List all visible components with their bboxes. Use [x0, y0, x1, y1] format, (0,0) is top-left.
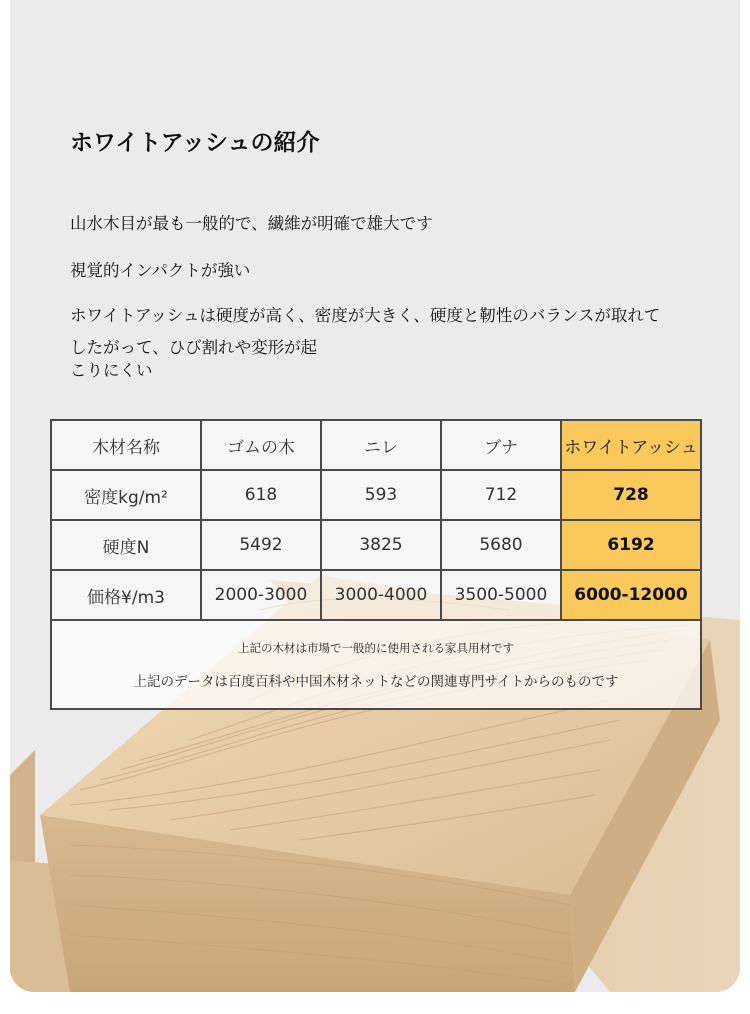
header-elm: ニレ	[321, 420, 441, 470]
row-label-price: 価格¥/m3	[51, 570, 201, 620]
header-rubberwood: ゴムの木	[201, 420, 321, 470]
cell-value: 593	[321, 470, 441, 520]
cell-value-highlight: 6192	[561, 520, 701, 570]
table-row	[51, 520, 701, 570]
cell-value: 618	[201, 470, 321, 520]
intro-line-3: ホワイトアッシュは硬度が高く、密度が大きく、硬度と靭性のバランスが取れて	[70, 306, 661, 325]
table-note-row	[51, 620, 701, 709]
header-wood-name: 木材名称	[51, 420, 201, 470]
wood-comparison-table	[50, 419, 702, 710]
cell-value-highlight: 728	[561, 470, 701, 520]
intro-line-4a: したがって、ひび割れや変形が起	[70, 338, 318, 357]
cell-value: 5680	[441, 520, 561, 570]
intro-line-4b: こりにくい	[70, 361, 153, 380]
table-row	[51, 570, 701, 620]
row-label-hardness: 硬度N	[51, 520, 201, 570]
cell-value: 5492	[201, 520, 321, 570]
note-line-1: 上記の木材は市場で一般的に使用される家具用材です	[238, 640, 514, 655]
cell-value: 712	[441, 470, 561, 520]
page-title: ホワイトアッシュの紹介	[70, 130, 320, 156]
table-header-row	[51, 420, 701, 470]
row-label-density: 密度kg/m²	[51, 470, 201, 520]
product-card	[10, 0, 740, 992]
header-beech: ブナ	[441, 420, 561, 470]
cell-value: 3500-5000	[441, 570, 561, 620]
table-row	[51, 470, 701, 520]
table-note	[51, 620, 701, 709]
intro-line-4	[70, 336, 317, 382]
cell-value-highlight: 6000-12000	[561, 570, 701, 620]
cell-value: 2000-3000	[201, 570, 321, 620]
header-white-ash: ホワイトアッシュ	[561, 420, 701, 470]
cell-value: 3000-4000	[321, 570, 441, 620]
note-line-2: 上記のデータは百度百科や中国木材ネットなどの関連専門サイトからのものです	[133, 673, 619, 690]
intro-line-1: 山水木目が最も一般的で、繊維が明確で雄大です	[70, 214, 433, 233]
cell-value: 3825	[321, 520, 441, 570]
intro-line-2: 視覚的インパクトが強い	[70, 261, 251, 280]
